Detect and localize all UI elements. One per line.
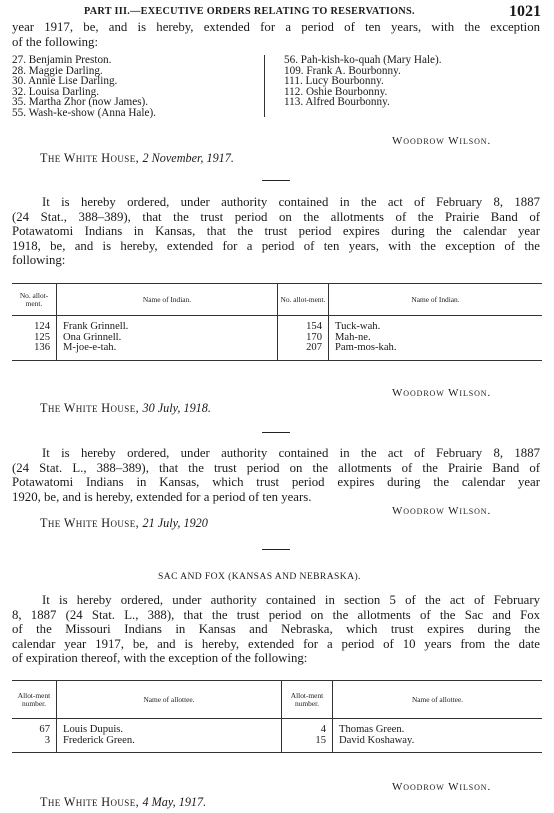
number-cell	[282, 719, 333, 753]
table-row: Ona Grinnell.	[63, 331, 122, 343]
text-line: Potawatomi Indians in Kansas, that the trust period expires during the calendar year	[12, 224, 540, 239]
place: The White House,	[40, 401, 140, 415]
list-divider	[264, 55, 265, 117]
table-row: David Koshaway.	[339, 734, 415, 746]
dateline	[40, 151, 234, 166]
text-line: 8, 1887 (24 Stat. L., 388), that the trust period on the allotments of the Sac and Fox	[12, 607, 540, 622]
column-header: Name of allottee.	[333, 681, 543, 719]
section-rule	[262, 432, 290, 433]
list-item: 28. Maggie Darling.	[12, 64, 103, 77]
order4-paragraph	[12, 593, 540, 666]
table-row: Tuck-wah.	[335, 321, 381, 332]
text-line: following:	[12, 253, 66, 268]
table-row: Frank Grinnell.	[63, 321, 129, 332]
exceptions-table	[12, 680, 542, 753]
table-row: Louis Dupuis.	[63, 724, 124, 735]
table-row: 207	[306, 342, 322, 354]
table-row: 4	[320, 724, 326, 735]
table-row: Mah-ne.	[335, 331, 371, 343]
section-rule	[262, 549, 290, 550]
place: The White House,	[40, 795, 140, 809]
column-header: Name of Indian.	[57, 284, 278, 316]
text-line: (24 Stat., 388–389), that the trust period on the allotments of the Prairie Band of	[12, 209, 540, 224]
name-cell	[333, 719, 543, 753]
order1-paragraph	[12, 20, 540, 49]
table-row: Frederick Green.	[63, 734, 135, 746]
text-line: It is hereby ordered, under authority contained in the act of February 8, 1887	[42, 195, 540, 209]
table-row: 67	[39, 724, 50, 735]
list-item: 32. Louisa Darling.	[12, 85, 99, 98]
list-item: 113. Alfred Bourbonny.	[284, 96, 390, 109]
table-row: 125	[34, 331, 50, 343]
list-item: 30. Annie Lise Darling.	[12, 75, 118, 88]
exceptions-table	[12, 283, 542, 361]
exception-list-left	[12, 55, 156, 119]
date: 2 November, 1917.	[142, 151, 234, 165]
date: 4 May, 1917.	[142, 795, 207, 809]
text-line: Potawatomi Indians in Kansas, which trust period expires during the calendar year	[12, 475, 540, 490]
text-line: of the following:	[12, 34, 99, 49]
name-cell	[57, 719, 282, 753]
number-cell	[12, 316, 57, 361]
dateline	[40, 795, 206, 810]
signature: Woodrow Wilson.	[392, 135, 492, 147]
signature: Woodrow Wilson.	[392, 781, 492, 793]
list-item: 35. Martha Zhor (now James).	[12, 96, 149, 109]
running-head: PART III.—EXECUTIVE ORDERS RELATING TO RESERVATIONS.	[84, 6, 415, 17]
text-line: 1920, be, and is hereby, extended for a period of ten years.	[12, 489, 312, 504]
section-title: SAC AND FOX (KANSAS AND NEBRASKA).	[158, 571, 361, 582]
place: The White House,	[40, 151, 140, 165]
name-cell	[329, 316, 543, 361]
text-line: calendar year 1917, be, and is hereby, extended for a period of 10 years from the date	[12, 636, 540, 651]
table-row: 170	[306, 331, 322, 343]
text-line: of expiration thereof, with the exception of the following:	[12, 651, 308, 666]
column-header: Allot-ment number.	[282, 681, 333, 719]
text-line: (24 Stat. L., 388–389), that the trust period on the allotments of the Prairie Band of	[12, 460, 540, 475]
table-row: 15	[315, 734, 326, 746]
text-line: year 1917, be, and is hereby, extended for a period of ten years, with the exception	[12, 20, 540, 34]
exception-list-right	[284, 55, 442, 108]
column-header: Name of Indian.	[329, 284, 543, 316]
text-line: It is hereby ordered, under authority contained in the act of February 8, 1887	[42, 446, 540, 460]
order3-paragraph	[12, 446, 540, 504]
place: The White House,	[40, 516, 140, 530]
page-number: 1021	[509, 3, 541, 20]
dateline	[40, 401, 211, 416]
text-line: It is hereby ordered, under authority contained in section 5 of the act of February	[42, 593, 540, 607]
table-row: Thomas Green.	[339, 724, 405, 735]
date: 30 July, 1918.	[142, 401, 211, 415]
number-cell	[12, 719, 57, 753]
table-row: M-joe-e-tah.	[63, 342, 117, 354]
table-row: 124	[34, 321, 50, 332]
signature: Woodrow Wilson.	[392, 505, 492, 517]
list-item: 27. Benjamin Preston.	[12, 54, 112, 66]
column-header: Name of allottee.	[57, 681, 282, 719]
table-row: 154	[306, 321, 322, 332]
text-line: of the Missouri Indians in Kansas and Nebraska, which trust expires during the	[12, 622, 540, 637]
column-header: No. allot-ment.	[12, 284, 57, 316]
table-row: Pam-mos-kah.	[335, 342, 397, 354]
list-item: 111. Lucy Bourbonny.	[284, 75, 384, 88]
table-row: 136	[34, 342, 50, 354]
text-line: 1918, be, and is hereby, extended for a period of ten years, with the exception of the	[12, 238, 540, 253]
column-header: No. allot-ment.	[278, 284, 329, 316]
number-cell	[278, 316, 329, 361]
column-header: Allot-ment number.	[12, 681, 57, 719]
dateline	[40, 516, 208, 531]
name-cell	[57, 316, 278, 361]
date: 21 July, 1920	[142, 516, 208, 530]
table-row: 3	[44, 734, 50, 746]
list-item: 112. Oshie Bourbonny.	[284, 85, 388, 98]
list-item: 55. Wash-ke-show (Anna Hale).	[12, 106, 156, 119]
signature: Woodrow Wilson.	[392, 387, 492, 399]
list-item: 109. Frank A. Bourbonny.	[284, 64, 401, 77]
order2-paragraph	[12, 195, 540, 268]
list-item: 56. Pah-kish-ko-quah (Mary Hale).	[284, 54, 442, 66]
section-rule	[262, 180, 290, 181]
